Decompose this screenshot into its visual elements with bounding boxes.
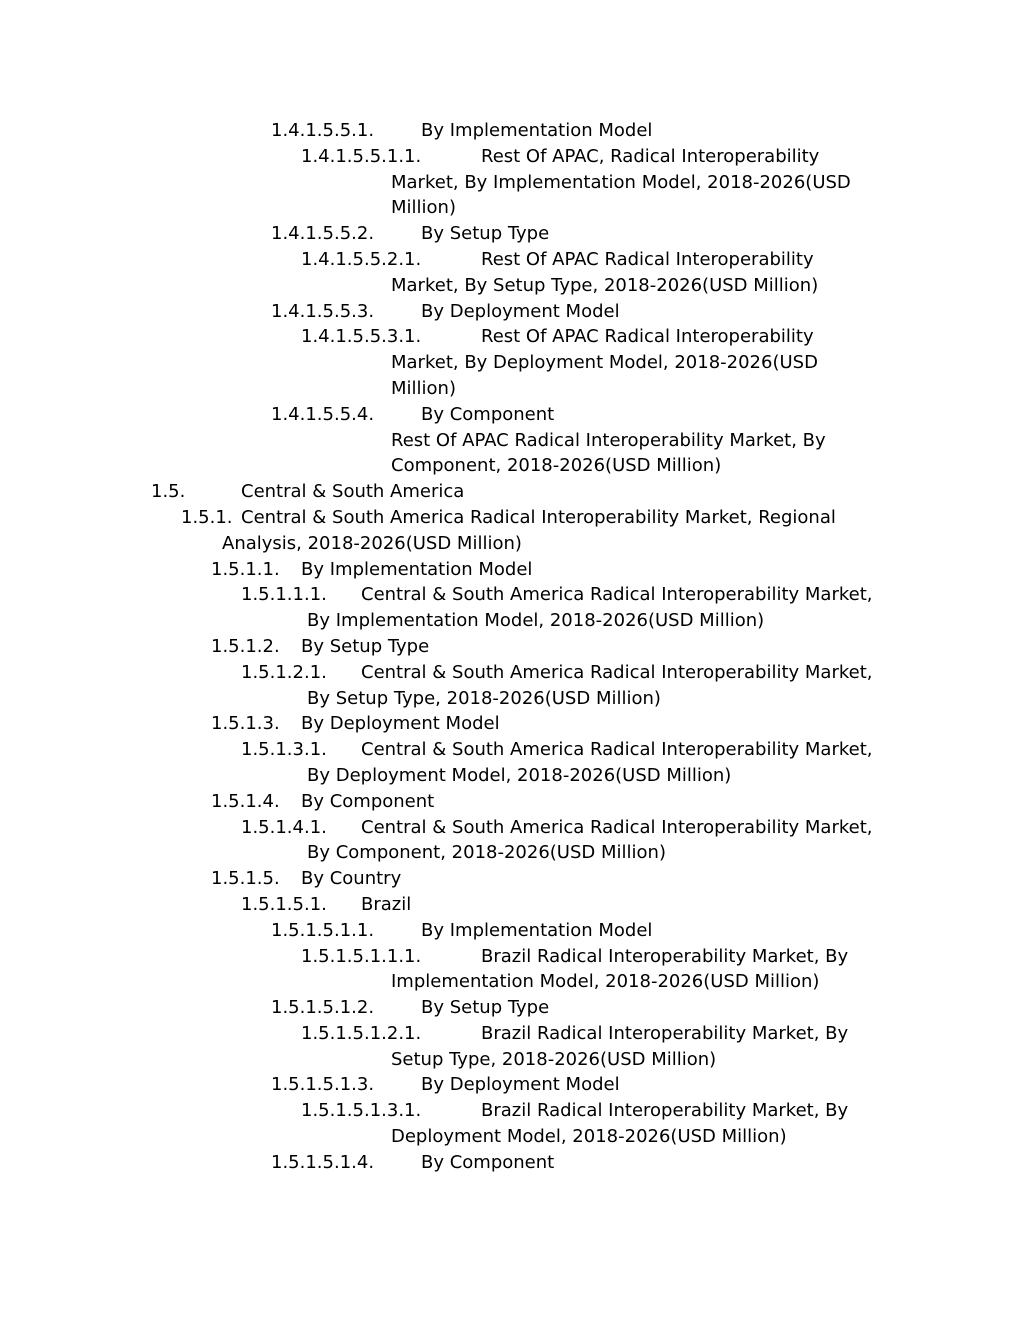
toc-entry-text: Central & South America Radical Interoperability Market, xyxy=(361,739,873,761)
toc-entry xyxy=(0,144,1024,221)
toc-entry-text: By Implementation Model xyxy=(421,919,653,941)
table-of-contents xyxy=(0,118,1024,1176)
toc-entry xyxy=(0,557,1024,583)
toc-entry xyxy=(0,1098,1024,1150)
toc-entry xyxy=(0,221,1024,247)
toc-entry xyxy=(0,505,1024,557)
toc-entry-text: Rest Of APAC, Radical Interoperability xyxy=(481,145,820,167)
toc-entry-number: 1.5.1.5. xyxy=(211,868,280,890)
toc-entry-text: Rest Of APAC Radical Interoperability Market, By Component, 2018-2026(USD Million) xyxy=(391,429,826,477)
toc-entry-text: By Deployment Model xyxy=(301,713,500,735)
toc-entry-text: By Component xyxy=(421,403,555,425)
toc-entry-number: 1.4.1.5.5.1. xyxy=(271,120,375,141)
toc-entry-number: 1.5.1.2. xyxy=(211,635,280,657)
toc-entry-text: By Setup Type xyxy=(421,223,550,245)
toc-entry xyxy=(0,711,1024,737)
toc-entry-text-continued: By Deployment Model, 2018-2026(USD Million) xyxy=(307,764,732,786)
toc-entry xyxy=(0,815,1024,867)
toc-entry-number: 1.5.1.5.1.3. xyxy=(271,1074,375,1096)
toc-entry-number: 1.5.1.1. xyxy=(211,558,280,580)
toc-entry-number: 1.4.1.5.5.2. xyxy=(271,223,375,245)
toc-entry-number: 1.5.1.5.1. xyxy=(241,893,327,915)
toc-entry xyxy=(0,428,1024,480)
toc-entry-number: 1.4.1.5.5.2.1. xyxy=(301,248,422,270)
toc-entry-text-continued: By Component, 2018-2026(USD Million) xyxy=(307,842,666,864)
toc-entry-text: Rest Of APAC Radical Interoperability xyxy=(481,326,814,348)
toc-entry xyxy=(0,479,1024,505)
toc-entry-number: 1.4.1.5.5.1.1. xyxy=(301,145,422,167)
toc-entry-text: By Country xyxy=(301,868,402,890)
toc-entry-text: Central & South America xyxy=(241,481,465,503)
toc-entry-text: Central & South America Radical Interoperability Market, xyxy=(361,661,873,683)
toc-entry-number: 1.4.1.5.5.4. xyxy=(271,403,375,425)
toc-entry-text: Brazil Radical Interoperability Market, By xyxy=(481,945,849,967)
toc-entry-number: 1.4.1.5.5.3. xyxy=(271,300,375,322)
toc-entry-text: Central & South America Radical Interoperability Market, xyxy=(361,584,873,606)
toc-entry-text-continued: Deployment Model, 2018-2026(USD Million) xyxy=(391,1126,787,1148)
toc-entry-text: Brazil Radical Interoperability Market, By xyxy=(481,1100,849,1122)
toc-entry xyxy=(0,944,1024,996)
toc-entry-number: 1.5.1.5.1.1. xyxy=(271,919,375,941)
toc-entry-number: 1.5.1.5.1.2.1. xyxy=(301,1022,422,1044)
toc-entry-text: By Implementation Model xyxy=(301,558,533,580)
toc-entry xyxy=(0,118,1024,144)
toc-entry-text-continued: Market, By Setup Type, 2018-2026(USD Million) xyxy=(391,274,819,296)
toc-entry-text: Central & South America Radical Interoperability Market, Regional xyxy=(241,506,836,528)
toc-entry xyxy=(0,402,1024,428)
toc-entry-text-continued: Setup Type, 2018-2026(USD Million) xyxy=(391,1048,717,1070)
toc-entry-number: 1.5.1.5.1.4. xyxy=(271,1151,375,1173)
toc-entry xyxy=(0,737,1024,789)
toc-entry-text: Brazil xyxy=(361,893,412,915)
toc-entry xyxy=(0,1072,1024,1098)
toc-entry-text: By Component xyxy=(301,790,435,812)
toc-entry-text: By Deployment Model xyxy=(421,300,620,322)
toc-entry xyxy=(0,582,1024,634)
toc-entry-number: 1.5.1.5.1.2. xyxy=(271,997,375,1019)
toc-entry-text-continued: By Setup Type, 2018-2026(USD Million) xyxy=(307,687,661,709)
toc-entry xyxy=(0,324,1024,401)
toc-entry-number: 1.5.1.4.1. xyxy=(241,816,327,838)
toc-entry-number: 1.5.1.1.1. xyxy=(241,584,327,606)
toc-entry-number: 1.5.1. xyxy=(181,506,233,528)
toc-entry-number: 1.5.1.5.1.1.1. xyxy=(301,945,422,967)
toc-entry xyxy=(0,1150,1024,1176)
toc-entry-text: By Deployment Model xyxy=(421,1074,620,1096)
toc-entry-text-continued: Market, By Implementation Model, 2018-2026(USD Million) xyxy=(391,171,851,219)
toc-entry xyxy=(0,247,1024,299)
toc-entry-text-continued: By Implementation Model, 2018-2026(USD Million) xyxy=(307,610,765,632)
toc-entry-number: 1.5.1.2.1. xyxy=(241,661,327,683)
toc-entry-number: 1.5.1.3. xyxy=(211,713,280,735)
toc-entry-number: 1.5.1.5.1.3.1. xyxy=(301,1100,422,1122)
toc-entry xyxy=(0,866,1024,892)
toc-entry-text: By Setup Type xyxy=(421,997,550,1019)
toc-entry-text: Rest Of APAC Radical Interoperability xyxy=(481,248,814,270)
toc-entry xyxy=(0,299,1024,325)
toc-entry-text: Central & South America Radical Interoperability Market, xyxy=(361,816,873,838)
toc-entry-number: 1.5.1.3.1. xyxy=(241,739,327,761)
toc-entry-number: 1.4.1.5.5.3.1. xyxy=(301,326,422,348)
toc-entry xyxy=(0,634,1024,660)
toc-entry-text: By Component xyxy=(421,1151,555,1173)
toc-entry xyxy=(0,1021,1024,1073)
toc-entry xyxy=(0,995,1024,1021)
toc-entry-text-continued: Market, By Deployment Model, 2018-2026(USD Million) xyxy=(391,352,818,399)
toc-entry-number: 1.5.1.4. xyxy=(211,790,280,812)
toc-entry-number: 1.5. xyxy=(151,481,186,503)
toc-entry xyxy=(0,789,1024,815)
toc-entry xyxy=(0,892,1024,918)
toc-entry-text: Brazil Radical Interoperability Market, By xyxy=(481,1022,849,1044)
toc-entry-text: By Implementation Model xyxy=(421,120,653,141)
toc-entry-text: By Setup Type xyxy=(301,635,430,657)
toc-entry-text-continued: Analysis, 2018-2026(USD Million) xyxy=(222,532,522,554)
toc-entry xyxy=(0,660,1024,712)
toc-entry xyxy=(0,918,1024,944)
toc-entry-text-continued: Implementation Model, 2018-2026(USD Million) xyxy=(391,971,820,993)
